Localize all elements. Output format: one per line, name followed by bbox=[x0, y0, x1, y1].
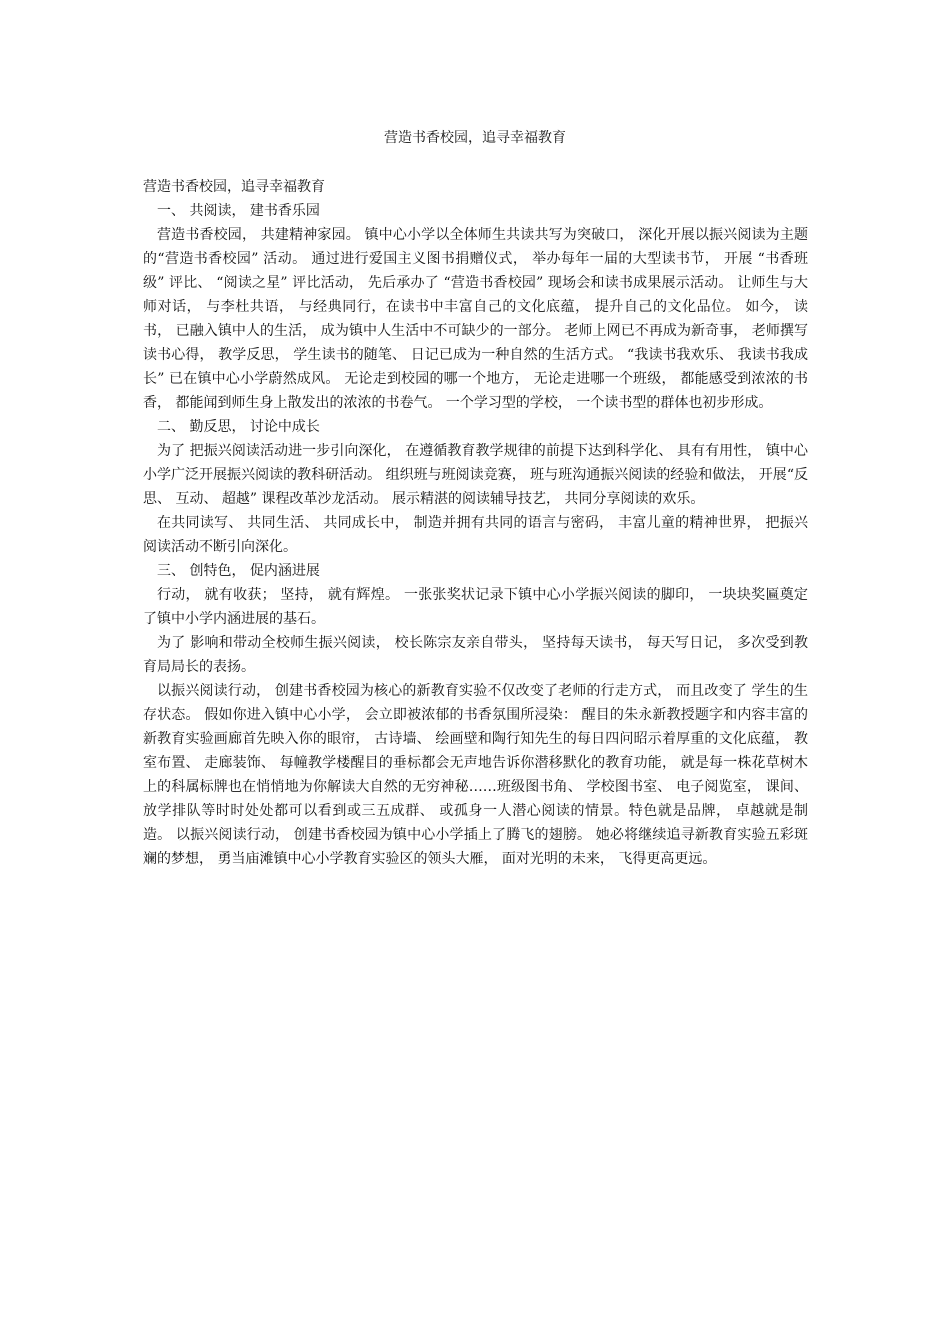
paragraph-1: 营造书香校园， 共建精神家园。 镇中心小学以全体师生共读共写为突破口， 深化开展以振兴阅读为主题的“营造书香校园” 活动。 通过进行爱国主义图书捐赠仪式， 举办每年一届的大型读书节， 开展 “书香班级” 评比、 “阅读之星” 评比活动， 先后承办了 “营造书香校园” 现场会和读书成果展示活动。 让师生与大师对话， 与李杜共语， 与经典同行，在读书中丰富自己的文化底蕴， 提升自己的文化品位。 如今， 读书， 已融入镇中人的生活， 成为镇中人生活中不可缺少的一部分。 老师上网已不再成为新奇事， 老师撰写读书心得， 教学反思， 学生读书的随笔、 日记已成为一种自然的生活方式。 “我读书我欢乐、 我读书我成长” 已在镇中心小学蔚然成风。 无论走到校园的哪一个地方， 无论走进哪一个班级， 都能感受到浓浓的书香， 都能闻到师生身上散发出的浓浓的书卷气。 一个学习型的学校， 一个读书型的群体也初步形成。 bbox=[143, 227, 808, 411]
paragraph-3: 在共同读写、 共同生活、 共同成长中， 制造并拥有共同的语言与密码， 丰富儿童的精神世界， 把振兴阅读活动不断引向深化。 bbox=[143, 515, 808, 555]
section-heading-3: 三、 创特色， 促内涵进展 bbox=[157, 563, 320, 579]
paragraph-2: 为了 把振兴阅读活动进一步引向深化， 在遵循教育教学规律的前提下达到科学化、 具有有用性， 镇中心小学广泛开展振兴阅读的教科研活动。 组织班与班阅读竞赛， 班与班沟通振兴阅读的经验和做法， 开展“反思、 互动、 超越” 课程改革沙龙活动。 展示精湛的阅读辅导技艺， 共同分享阅读的欢乐。 bbox=[143, 443, 808, 507]
paragraph-5: 为了 影响和带动全校师生振兴阅读， 校长陈宗友亲自带头， 坚持每天读书， 每天写日记， 多次受到教育局局长的表扬。 bbox=[143, 635, 808, 675]
section-heading-1: 一、 共阅读， 建书香乐园 bbox=[157, 203, 320, 219]
document-subtitle: 营造书香校园，追寻幸福教育 bbox=[143, 179, 325, 195]
page-title: 营造书香校园，追寻幸福教育 bbox=[384, 130, 566, 146]
document-body bbox=[143, 175, 808, 871]
section-heading-2: 二、 勤反思， 讨论中成长 bbox=[157, 419, 320, 435]
paragraph-6: 以振兴阅读行动， 创建书香校园为核心的新教育实验不仅改变了老师的行走方式， 而且改变了 学生的生存状态。 假如你进入镇中心小学， 会立即被浓郁的书香氛围所浸染： 醒目的朱永新教授题字和内容丰富的新教育实验画廊首先映入你的眼帘， 古诗墙、 绘画壁和陶行知先生的每日四问昭示着厚重的文化底蕴， 教室布置、 走廊装饰、 每幢教学楼醒目的垂标都会无声地告诉你潜移默化的教育功能， 就是每一株花草树木上的科属标牌也在悄悄地为你解读大自然的无穷神秘……班级图书角、 学校图书室、 电子阅览室， 课间、 放学排队等时时处处都可以看到或三五成群、 或孤身一人潜心阅读的情景。特色就是品牌， 卓越就是制造。 以振兴阅读行动， 创建书香校园为镇中心小学插上了腾飞的翅膀。 她必将继续追寻新教育实验五彩斑斓的梦想， 勇当庙滩镇中心小学教育实验区的领头大雁， 面对光明的未来， 飞得更高更远。 bbox=[143, 683, 808, 867]
paragraph-4: 行动， 就有收获； 坚持， 就有辉煌。 一张张奖状记录下镇中心小学振兴阅读的脚印， 一块块奖匾奠定了镇中小学内涵进展的基石。 bbox=[143, 587, 808, 627]
